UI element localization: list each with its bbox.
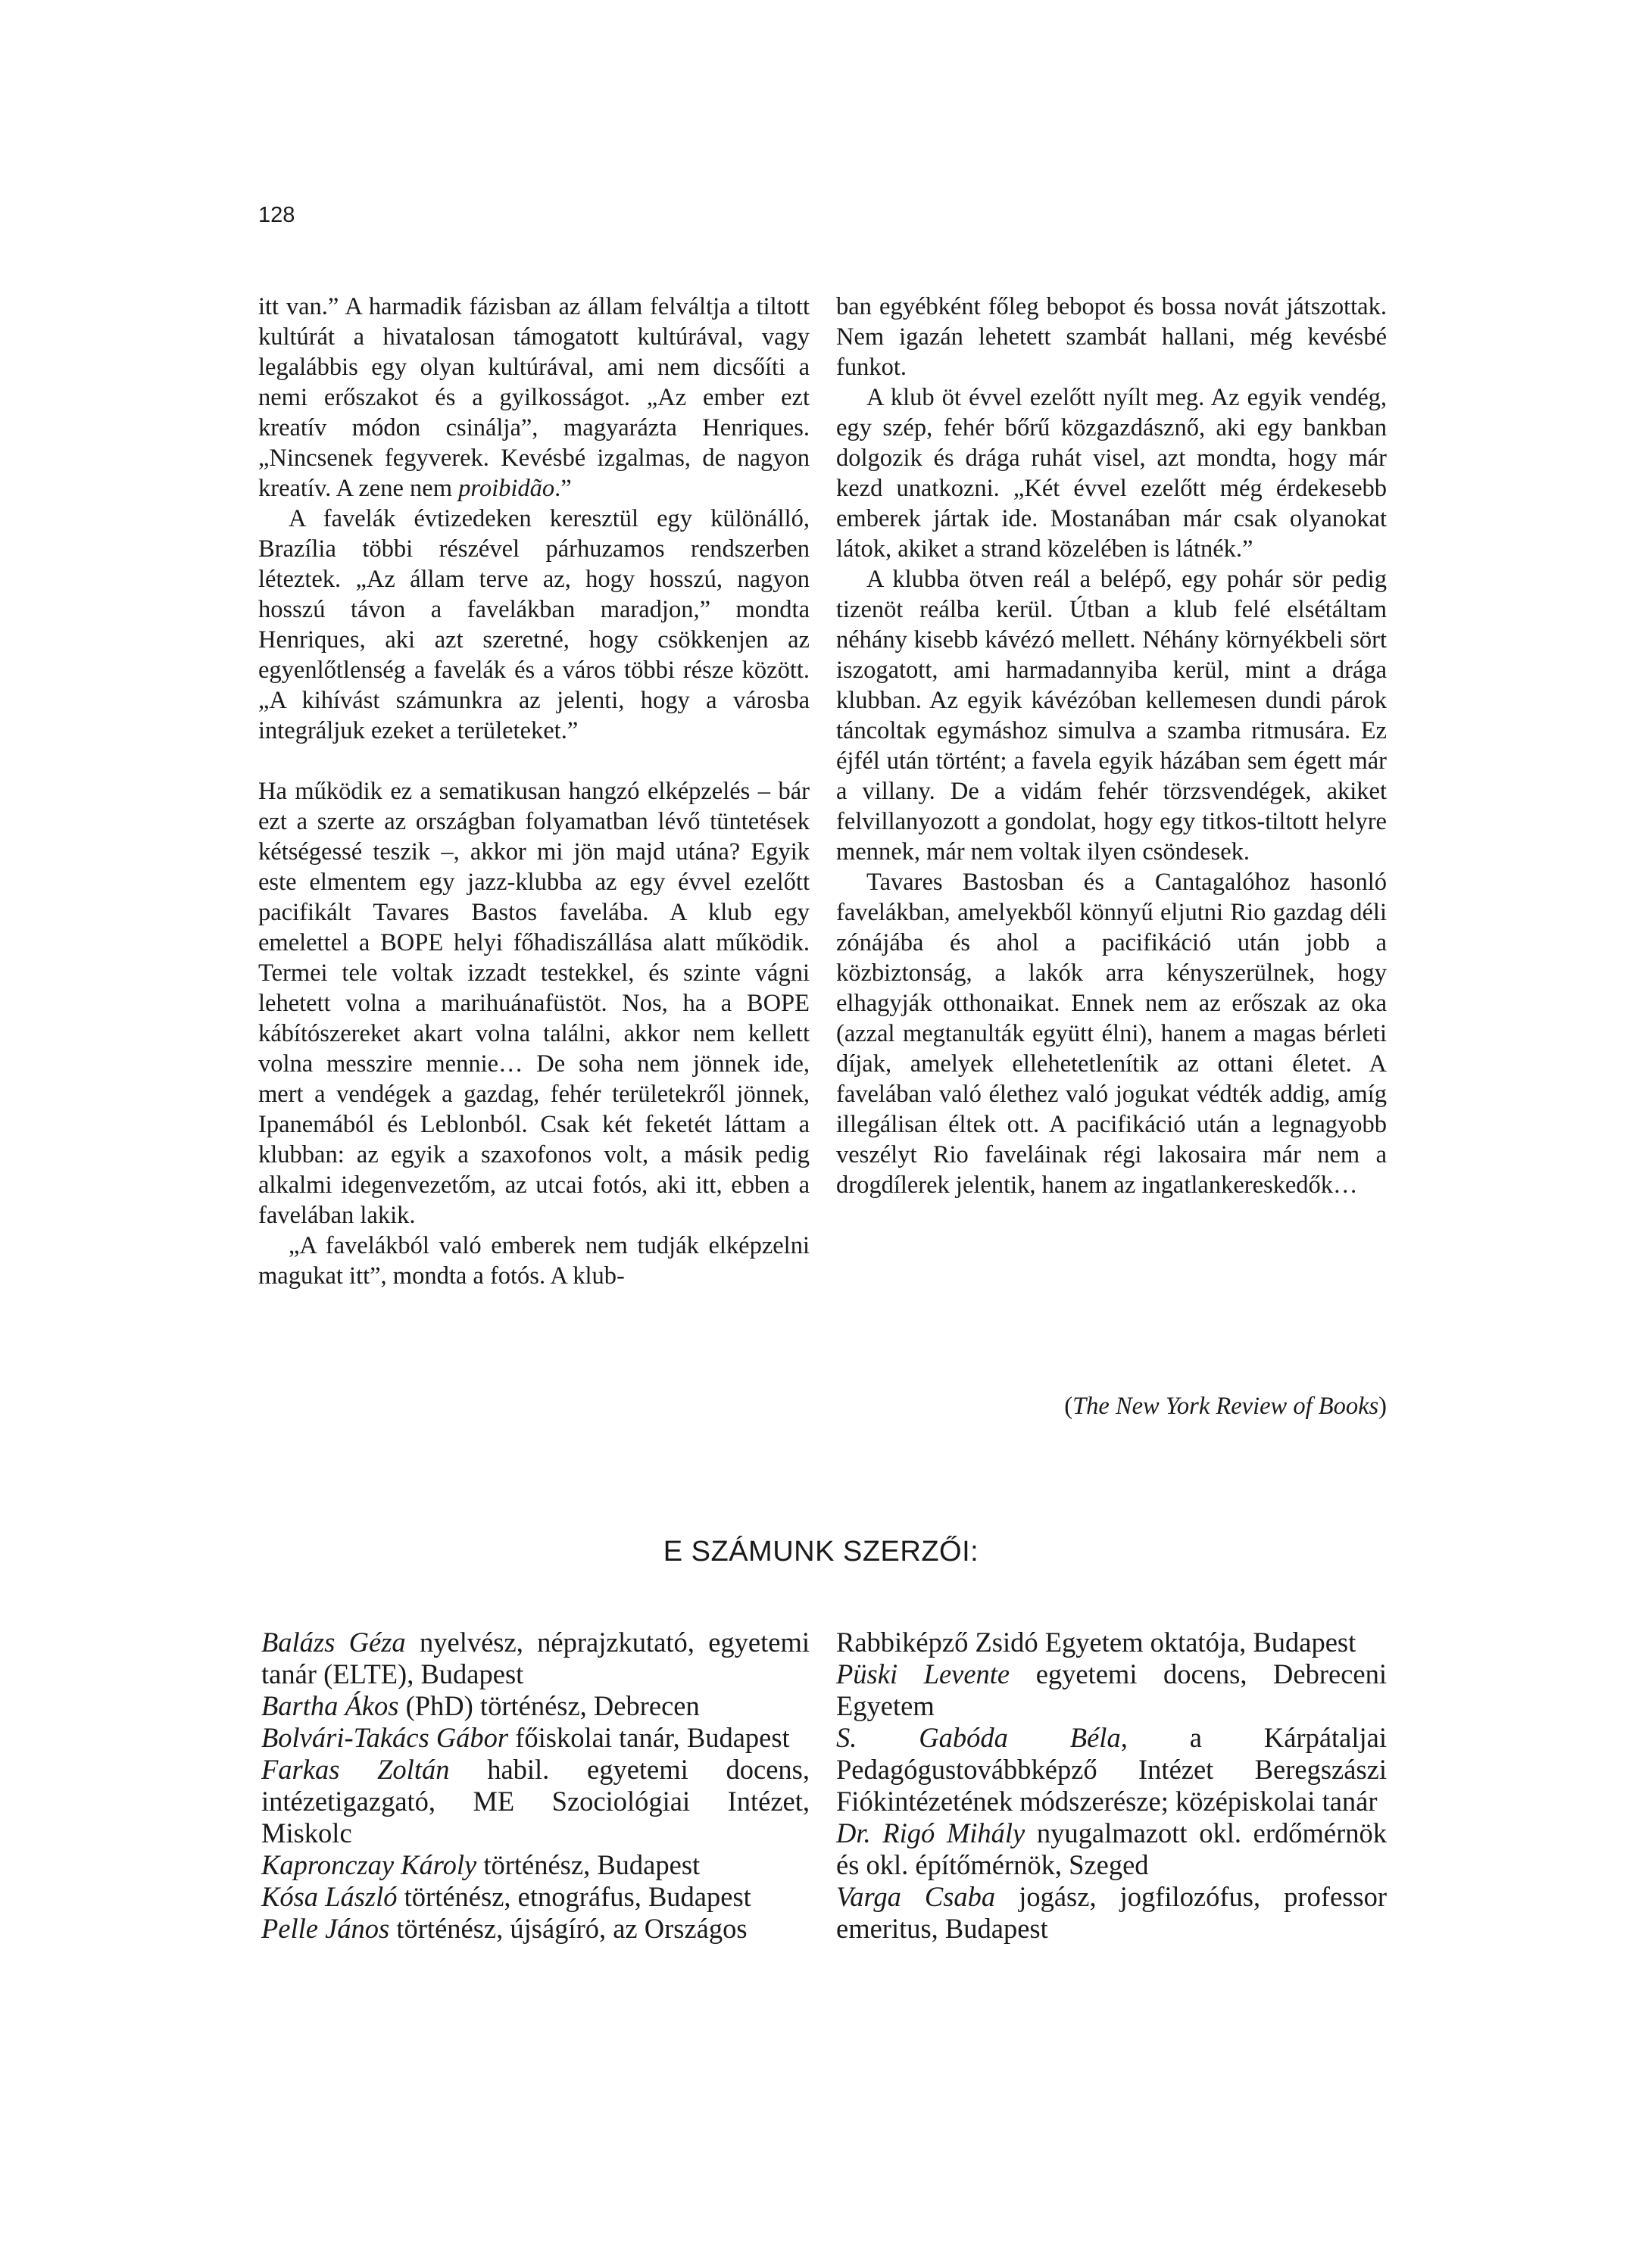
author-entry: Balázs Géza nyelvész, néprajzkutató, egyetemi tanár (ELTE), Budapest [261,1627,810,1689]
author-entry: S. Gabóda Béla, a Kárpátaljai Pedagógustovábbképző Intézet Beregszászi Fiókintézetének módszerésze; középiskolai tanár [836,1722,1387,1817]
author-entry: Pelle János történész, újságíró, az Országos [261,1913,748,1944]
author-entry: Kapronczay Károly történész, Budapest [261,1849,701,1880]
author-name: Dr. Rigó Mihály [836,1817,1025,1848]
authors-section-title: E SZÁMUNK SZERZŐI: [663,1536,979,1568]
paragraph: A favelák évtizedeken keresztül egy különálló, Brazília többi részével párhuzamos rendszerben léteztek. „Az állam terve az, hogy hosszú, nagyon hosszú távon a favelákban maradjon,” mondta Henriques, aki azt szeretné, hogy csökkenjen az egyenlőtlenség a favelák és a város többi része között. „A kihívást számunkra az jelenti, hogy a városba integráljuk ezeket a területeket.” [258,505,810,744]
author-entry-continued: Rabbiképző Zsidó Egyetem oktatója, Budapest [836,1627,1356,1658]
authors-list-left [261,1627,810,1945]
authors-list-right [836,1627,1387,1945]
article-column-left [258,292,810,1291]
author-entry: Bolvári-Takács Gábor főiskolai tanár, Budapest [261,1722,790,1753]
author-name: Kósa László [261,1881,398,1912]
author-name: Bolvári-Takács Gábor [261,1722,509,1753]
article-column-right [836,292,1387,1200]
author-entry: Bartha Ákos (PhD) történész, Debrecen [261,1690,700,1721]
paragraph: ban egyébként főleg bebopot és bossa novát játszottak. Nem igazán lehetett szambát hallani, még kevésbé funkot. [836,293,1387,381]
author-name: Farkas Zoltán [261,1754,450,1785]
author-name: Pelle János [261,1913,390,1944]
italic-term: proibidão [458,475,555,502]
paragraph: „A favelákból való emberek nem tudják elképzelni magukat itt”, mondta a fotós. A klub- [258,1232,810,1290]
author-entry: Farkas Zoltán habil. egyetemi docens, intézetigazgató, ME Szociológiai Intézet, Miskolc [261,1754,810,1848]
source-citation: (The New York Review of Books) [1064,1393,1387,1420]
paragraph: itt van.” A harmadik fázisban az állam felváltja a tiltott kultúrát a hivatalosan támogatott kultúrával, vagy legalábbis egy olyan kultúrával, ami nem dicsőíti a nemi erőszakot és a gyilkosságot. „Az ember ezt kreatív módon csinálja”, magyarázta Henriques. „Nincsenek fegyverek. Kevésbé izgalmas, de nagyon kreatív. A zene nem proibidão.” [258,293,810,502]
author-entry: Püski Levente egyetemi docens, Debreceni Egyetem [836,1658,1387,1721]
paragraph: A klubba ötven reál a belépő, egy pohár sör pedig tizenöt reálba kerül. Útban a klub felé elsétáltam néhány kisebb kávézó mellett. Néhány környékbeli sört iszogatott, ami harmadannyiba kerül, mint a drága klubban. Az egyik kávézóban kellemesen dundi párok táncoltak egymáshoz simulva a szamba ritmusára. Ez éjfél után történt; a favela egyik házában sem égett már a villany. De a vidám fehér törzsvendégek, akiket felvillanyozott a gondolat, hogy egy titkos-tiltott helyre mennek, már nem voltak ilyen csöndesek. [836,566,1387,866]
paragraph: Tavares Bastosban és a Cantagalóhoz hasonló favelákban, amelyekből könnyű eljutni Rio gazdag déli zónájába és ahol a pacifikáció után jobb a közbiztonság, a lakók arra kényszerülnek, hogy elhagyják otthonaikat. Ennek nem az erőszak az oka (azzal megtanulták együtt élni), hanem a magas bérleti díjak, amelyek ellehetetlenítik az ottani életet. A favelában való élethez való jogukat védték addig, amíg illegálisan éltek ott. A pacifikáció után a legnagyobb veszélyt Rio faveláinak régi lakosaira már nem a drogdílerek jelentik, hanem az ingatlankereskedők… [836,869,1387,1199]
author-name: S. Gabóda Béla [836,1722,1121,1753]
page-number: 128 [258,203,295,227]
paragraph: Ha működik ez a sematikusan hangzó elképzelés – bár ezt a szerte az országban folyamatban lévő tüntetések kétségessé teszik –, akkor mi jön majd utána? Egyik este elmentem egy jazz-klubba az egy évvel ezelőtt pacifikált Tavares Bastos favelába. A klub egy emelettel a BOPE helyi főhadiszállása alatt működik. Termei tele voltak izzadt testekkel, és szinte vágni lehetett volna a marihuánafüstöt. Nos, ha a BOPE kábítószereket akart volna találni, akkor nem kellett volna messzire mennie… De soha nem jönnek ide, mert a vendégek a gazdag, fehér területekről jönnek, Ipanemából és Leblonból. Csak két feketét láttam a klubban: az egyik a szaxofonos volt, a másik pedig alkalmi idegenvezetőm, az utcai fotós, aki itt, ebben a favelában lakik. [258,778,810,1229]
author-entry: Kósa László történész, etnográfus, Budapest [261,1881,751,1912]
author-name: Varga Csaba [836,1881,996,1912]
author-name: Bartha Ákos [261,1690,399,1721]
author-name: Balázs Géza [261,1627,406,1658]
author-name: Kapronczay Károly [261,1849,477,1880]
author-name: Püski Levente [836,1658,1010,1689]
author-entry: Varga Csaba jogász, jogfilozófus, professor emeritus, Budapest [836,1881,1387,1944]
author-entry: Dr. Rigó Mihály nyugalmazott okl. erdőmérnök és okl. építőmérnök, Szeged [836,1817,1387,1880]
paragraph: A klub öt évvel ezelőtt nyílt meg. Az egyik vendég, egy szép, fehér bőrű közgazdásznő, aki egy bankban dolgozik és drága ruhát visel, azt mondta, hogy már kezd unatkozni. „Két évvel ezelőtt még érdekesebb emberek jártak ide. Mostanában már csak olyanokat látok, akiket a strand közelében is látnék.” [836,384,1387,563]
